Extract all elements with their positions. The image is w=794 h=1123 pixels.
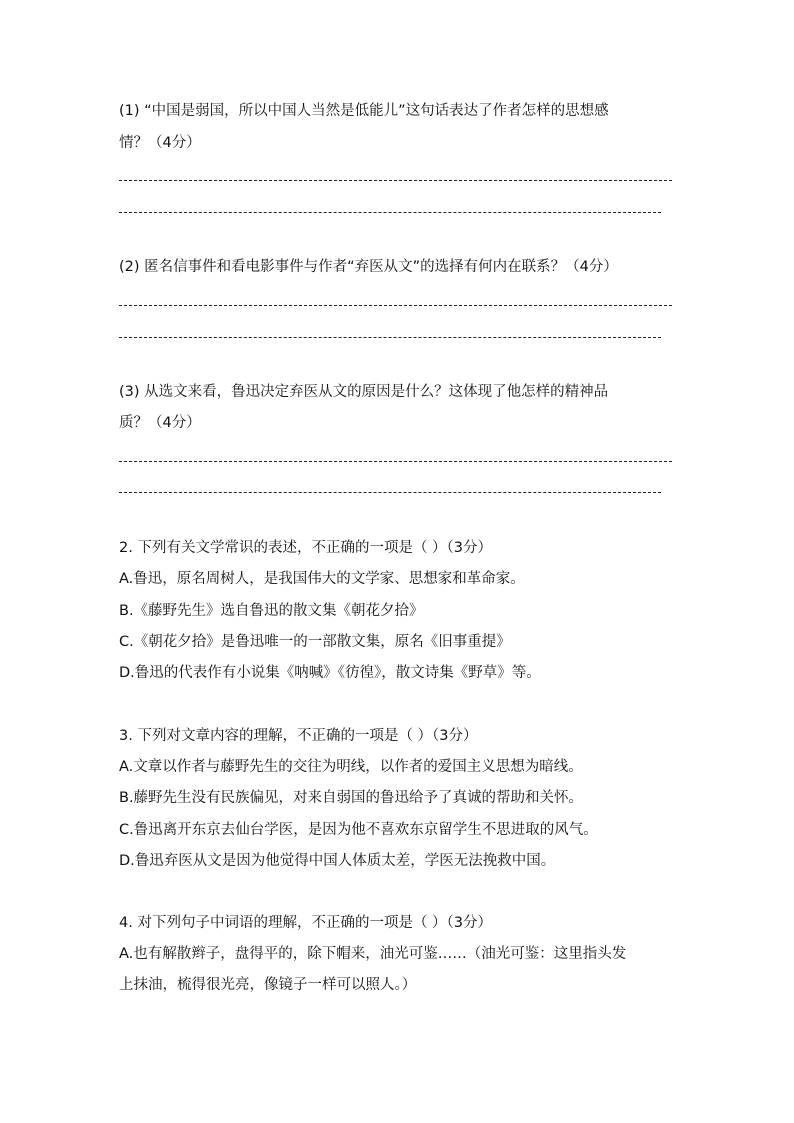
answer-line	[119, 180, 672, 181]
q4-option-a-line2: 上抹油，梳得很光亮，像镜子一样可以照人。）	[119, 977, 417, 993]
answer-line	[119, 492, 661, 493]
q1-sub1-line2: 情？（4分）	[119, 135, 201, 151]
q2-option-c: C.《朝花夕拾》是鲁迅唯一的一部散文集，原名《旧事重提》	[119, 634, 511, 650]
q2-option-b: B.《藤野先生》选自鲁迅的散文集《朝花夕拾》	[119, 603, 424, 619]
q1-sub2-line1: (2) 匿名信事件和看电影事件与作者“弃医从文”的选择有何内在联系？（4分）	[119, 259, 618, 275]
q1-sub1-line1: (1) “中国是弱国，所以中国人当然是低能儿”这句话表达了作者怎样的思想感	[119, 103, 609, 119]
q1-sub3-line2: 质？（4分）	[119, 415, 201, 431]
q2-option-d: D.鲁迅的代表作有小说集《呐喊》《彷徨》，散文诗集《野草》等。	[119, 665, 541, 681]
q3-option-a: A.文章以作者与藤野先生的交往为明线，以作者的爱国主义思想为暗线。	[119, 759, 583, 775]
q3-option-b: B.藤野先生没有民族偏见，对来自弱国的鲁迅给予了真诚的帮助和关怀。	[119, 790, 584, 806]
q3-stem: 3. 下列对文章内容的理解，不正确的一项是（ ）（3分）	[119, 728, 478, 744]
q1-sub3-line1: (3) 从选文来看，鲁迅决定弃医从文的原因是什么？这体现了他怎样的精神品	[119, 384, 609, 400]
answer-line	[119, 461, 672, 462]
q3-option-c: C.鲁迅离开东京去仙台学医，是因为他不喜欢东京留学生不思进取的风气。	[119, 822, 598, 838]
answer-line	[119, 305, 672, 306]
q2-stem: 2. 下列有关文学常识的表述，不正确的一项是（ ）（3分）	[119, 540, 493, 556]
answer-line	[119, 337, 661, 338]
q4-option-a-line1: A.也有解散辫子，盘得平的，除下帽来，油光可鉴……（油光可鉴：这里指头发	[119, 946, 627, 962]
answer-line	[119, 212, 661, 213]
q3-option-d: D.鲁迅弃医从文是因为他觉得中国人体质太差，学医无法挽救中国。	[119, 853, 556, 869]
q4-stem: 4. 对下列句子中词语的理解，不正确的一项是（ ）（3分）	[119, 915, 493, 931]
q2-option-a: A.鲁迅，原名周树人，是我国伟大的文学家、思想家和革命家。	[119, 571, 525, 587]
